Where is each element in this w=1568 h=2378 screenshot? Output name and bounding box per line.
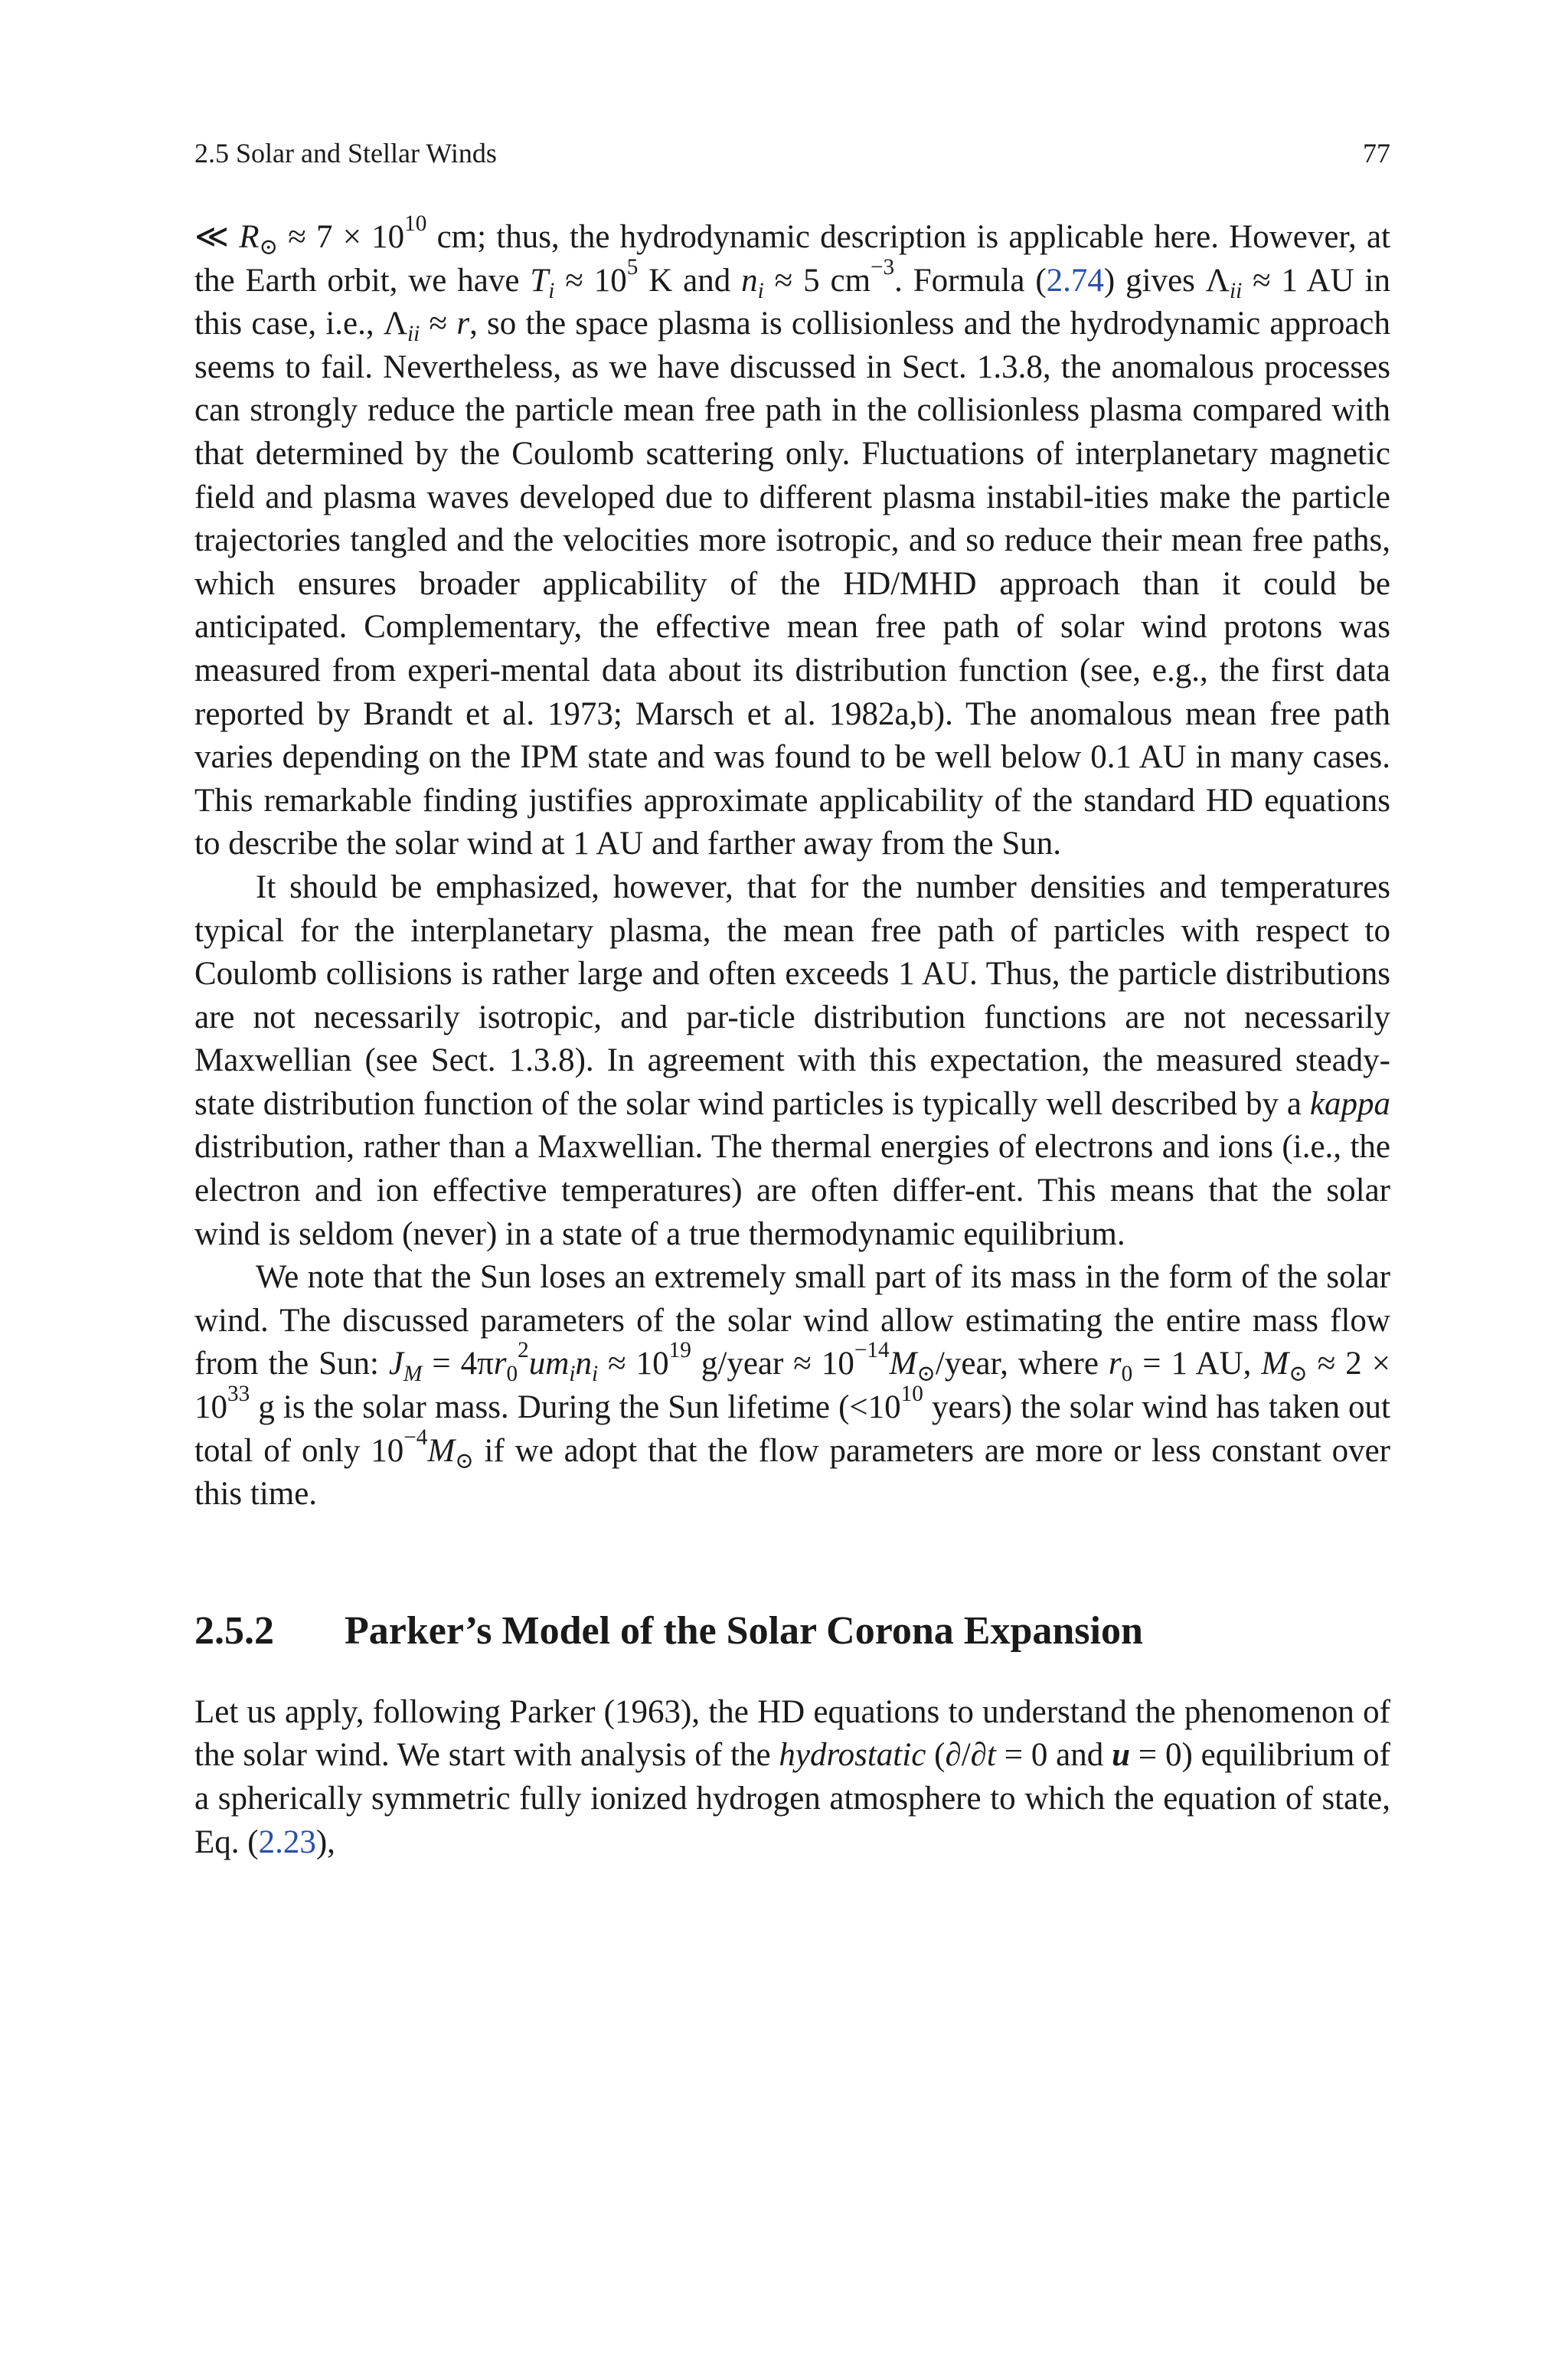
paragraph: ≪ $R_⊙ \approx 7 \times 10^{10}$ cm; thus, the hydrodynamic description is applicable here. However, at the Earth orbit, we have $T_i \approx 10^5$ K and $n_i \approx 5$ $cm^{-3}$. Formula (2.74) gives $\Lambda_{ii} \approx 1$ AU in this case, i.e., $\Lambda_{ii} \approx r$, so the space plasma is collisionless and the hydrodynamic approach seems to fail. Nevertheless, as we have discussed in Sect. 1.3.8, the anomalous processes can strongly reduce the particle mean free path in the collisionless plasma compared with that determined by the Coulomb scattering only. Fluctuations of interplanetary magnetic field and plasma waves developed due to different plasma instabil-ities make the particle trajectories tangled and the velocities more isotropic, and so reduce their mean free paths, which ensures broader applicability of the HD/MHD approach than it could be anticipated. Complementary, the effective mean free path of solar wind protons was measured from experi-mental data about its distribution function (see, e.g., the first data reported by Brandt et al. 1973; Marsch et al. 1982a,b). The anomalous mean free path varies depending on the IPM state and was found to be well below 0.1 AU in many cases. This remarkable finding justifies approximate applicability of the standard HD equations to describe the solar wind at 1 AU and farther away from the Sun. bbox=[194, 211, 1390, 862]
running-head bbox=[194, 130, 1390, 176]
paragraph: Let us apply, following Parker (1963), the HD equations to understand the phenomenon of the solar wind. We start with analysis of the hydrostatic (∂/∂t = 0 and u = 0) equilibrium of a spherically symmetric fully ionized hydrogen atmosphere to which the equation of state, Eq. (2.23), bbox=[194, 1693, 1390, 1860]
paragraph: We note that the Sun loses an extremely small part of its mass in the form of the solar wind. The discussed parameters of the solar wind allow estimating the entire mass flow from the Sun: $J_M = 4\pi r_0^2um_in_i \approx 10^{19}$ g/year ≈ $10^{-14}M_⊙$/year, where $r_0 = 1$ AU, $M_⊙ \approx 2 \times 10^{33}$ g is the solar mass. During the Sun lifetime ($<10^{10}$ years) the solar wind has taken out total of only $10^{-4}M_⊙$ if we adopt that the flow parameters are more or less constant over this time. bbox=[194, 1259, 1391, 1513]
paragraph: It should be emphasized, however, that for the number densities and temperatures typical for the interplanetary plasma, the mean free path of particles with respect to Coulomb collisions is rather large and often exceeds 1 AU. Thus, the particle distributions are not necessarily isotropic, and par-ticle distribution functions are not necessarily Maxwellian (see Sect. 1.3.8). In agreement with this expectation, the measured steady-state distribution function of the solar wind particles is typically well described by a kappa distribution, rather than a Maxwellian. The thermal energies of electrons and ions (i.e., the electron and ion effective temperatures) are often differ-ent. This means that the solar wind is seldom (never) in a state of a true thermodynamic equilibrium. bbox=[194, 868, 1390, 1252]
page-number: 77 bbox=[1363, 138, 1390, 168]
section-title: Parker’s Model of the Solar Corona Expansion bbox=[345, 1608, 1143, 1653]
section-number: 2.5.2 bbox=[194, 1608, 274, 1653]
section-heading bbox=[194, 1607, 1390, 1656]
body-text bbox=[194, 211, 1391, 1864]
book-page bbox=[194, 130, 1390, 1864]
running-head-title: 2.5 Solar and Stellar Winds bbox=[194, 138, 497, 168]
